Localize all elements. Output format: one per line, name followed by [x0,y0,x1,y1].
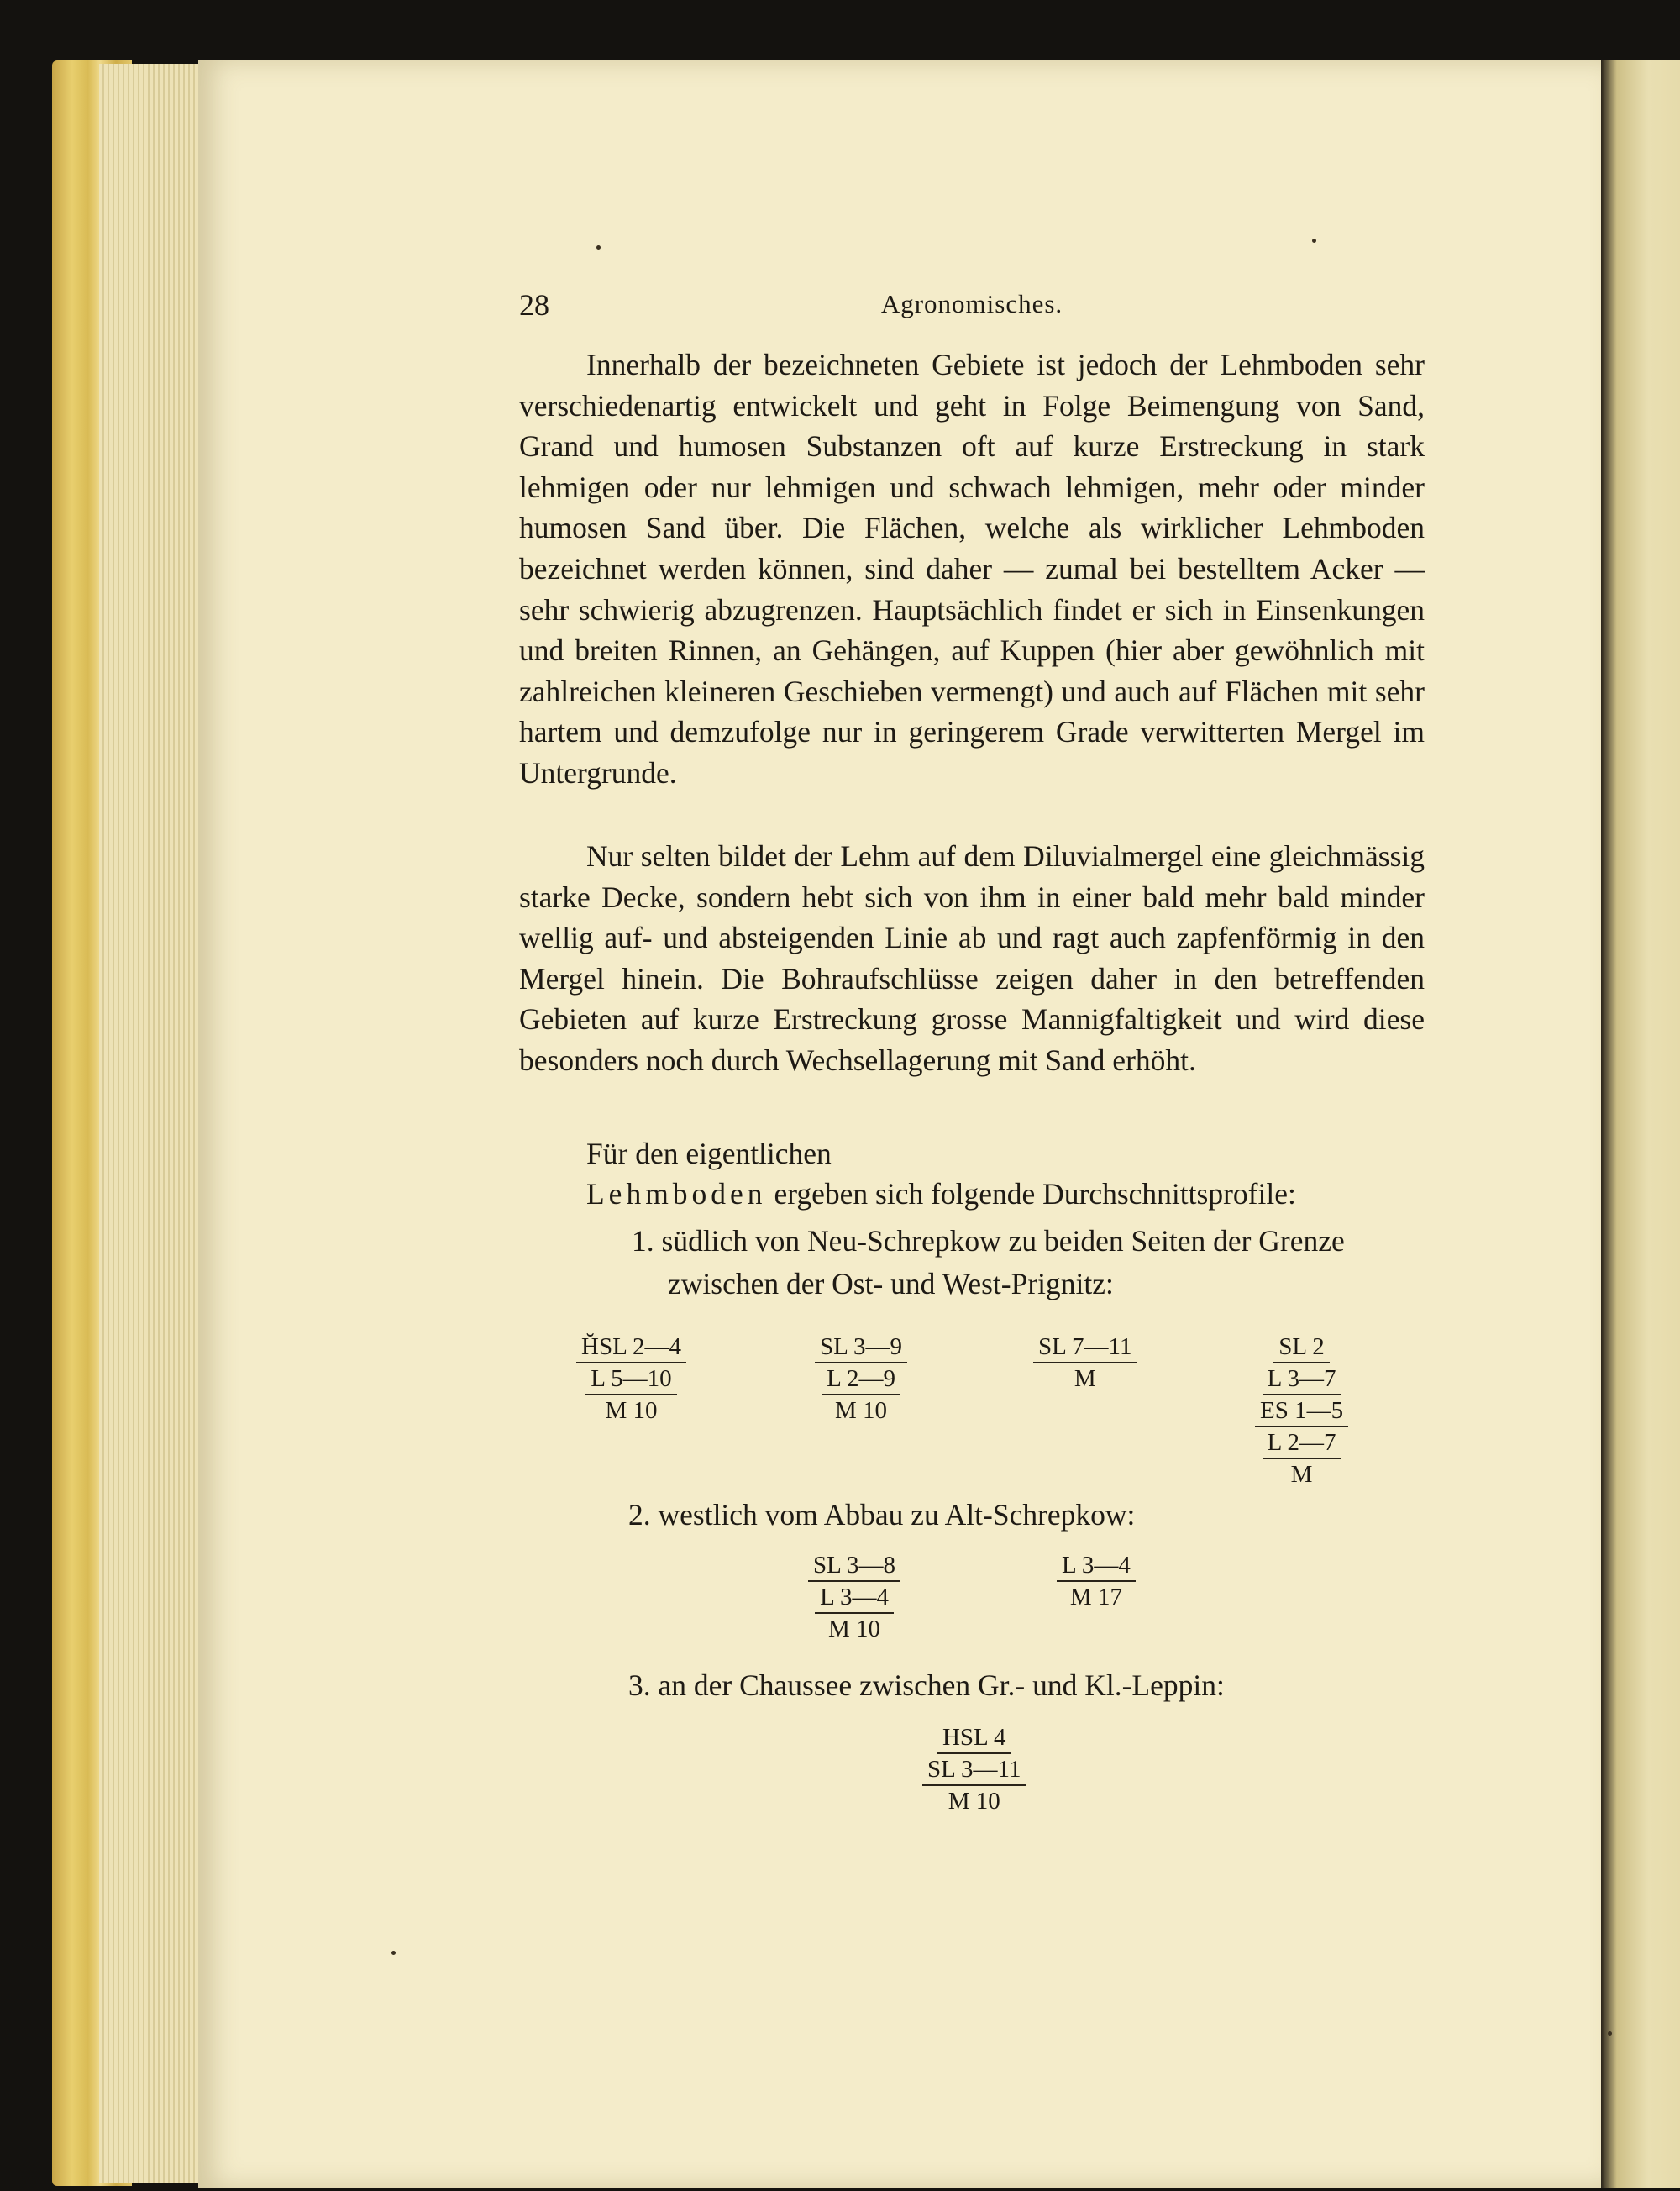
profile-3a [922,1722,1026,1816]
profile-layer: ES 1—5 [1255,1395,1348,1427]
profile-layer: M 10 [827,1616,881,1642]
item-1-line-1 [632,1223,1345,1258]
item-3-line [628,1668,1225,1703]
paragraph-1: Innerhalb der bezeichneten Gebiete ist jedoch der Lehmboden sehr verschiedenartig entwickelt und geht in Folge Beimengung von Sand, Grand und humosen Substanzen oft auf kurze Erstreckung in stark lehmigen oder nur lehmigen und schwach lehmigen, mehr oder minder humosen Sand über. Die Flächen, welche als wirklicher Lehmboden bezeichnet werden können, sind daher — zumal bei bestelltem Acker — sehr schwierig abzugrenzen. Hauptsächlich findet er sich in Einsenkungen und breiten Rinnen, an Gehängen, auf Kuppen (hier aber gewöhnlich mit zahlreichen kleineren Geschieben vermengt) und auch auf Flächen mit sehr hartem und demzufolge nur in geringerem Grade verwitterten Mergel im Untergrunde. [519,348,1425,790]
item-text: südlich von Neu-Schrepkow zu beiden Seiten der Grenze [661,1224,1345,1258]
item-text: an der Chaussee zwischen Gr.- und Kl.-Leppin: [658,1668,1225,1702]
spaced-word-lehmboden: Lehmboden [586,1177,767,1211]
paper-speck [391,1951,396,1955]
running-title: Agronomisches. [880,289,1063,318]
item-1-line-2: zwischen der Ost- und West-Prignitz: [668,1267,1114,1300]
profile-layer: SL 3—9 [815,1332,907,1363]
profile-layer: L 3—4 [1057,1550,1136,1582]
profile-1c [1033,1332,1137,1394]
profile-layer: H̆SL 2—4 [576,1332,686,1363]
profile-layer: M 17 [1069,1584,1122,1610]
profile-layer: M 10 [948,1788,1000,1815]
profile-layer: M [1290,1461,1313,1488]
profile-layer: M 10 [834,1397,888,1424]
item-number: 3. [628,1668,651,1702]
profile-layer: M 10 [605,1397,658,1424]
profile-layer: L 2—9 [822,1363,900,1395]
item-2-line [628,1497,1135,1532]
item-text: westlich vom Abbau zu Alt-Schrepkow: [658,1498,1136,1532]
profile-layer: L 5—10 [585,1363,676,1395]
paper-speck [1312,239,1316,243]
page-stack [99,64,200,2183]
profile-2b [1057,1550,1136,1612]
profile-layer: SL 3—11 [922,1754,1026,1786]
paper-speck [596,245,601,250]
intro-line-2 [586,1176,1296,1211]
paragraph-2: Nur selten bildet der Lehm auf dem Diluvialmergel eine gleichmässig starke Decke, sondern hebt sich von ihm in einer bald mehr bald minder wellig auf- und absteigenden Linie ab und ragt auch zapfenförmig in den Mergel hinein. Die Bohraufschlüsse zeigen daher in den betreffenden Gebieten auf kurze Erstreckung grosse Mannigfaltigkeit und wird diese besonders noch durch Wechsellagerung mit Sand erhöht. [519,839,1425,1077]
profile-layer: L 2—7 [1263,1427,1341,1459]
profile-1b [815,1332,907,1426]
profile-layer: L 3—4 [815,1582,894,1614]
profile-layer: SL 7—11 [1033,1332,1137,1363]
intro-rest: ergeben sich folgende Durchschnittsprofile: [766,1177,1296,1211]
profile-layer: SL 3—8 [808,1550,900,1582]
page-header [519,287,1425,329]
profile-1a [576,1332,686,1426]
intro-line: Für den eigentlichen [586,1137,832,1170]
profile-1d [1255,1332,1348,1490]
item-number: 2. [628,1498,651,1532]
facing-page-edge [1601,60,1680,2188]
profile-layer: HSL 4 [937,1722,1011,1754]
profile-layer: M [1074,1365,1096,1392]
page-number: 28 [519,288,549,322]
profile-layer: SL 2 [1273,1332,1330,1363]
paper-speck [1608,2031,1612,2036]
item-number: 1. [632,1224,654,1258]
profile-2a [808,1550,900,1644]
profile-layer: L 3—7 [1263,1363,1341,1395]
